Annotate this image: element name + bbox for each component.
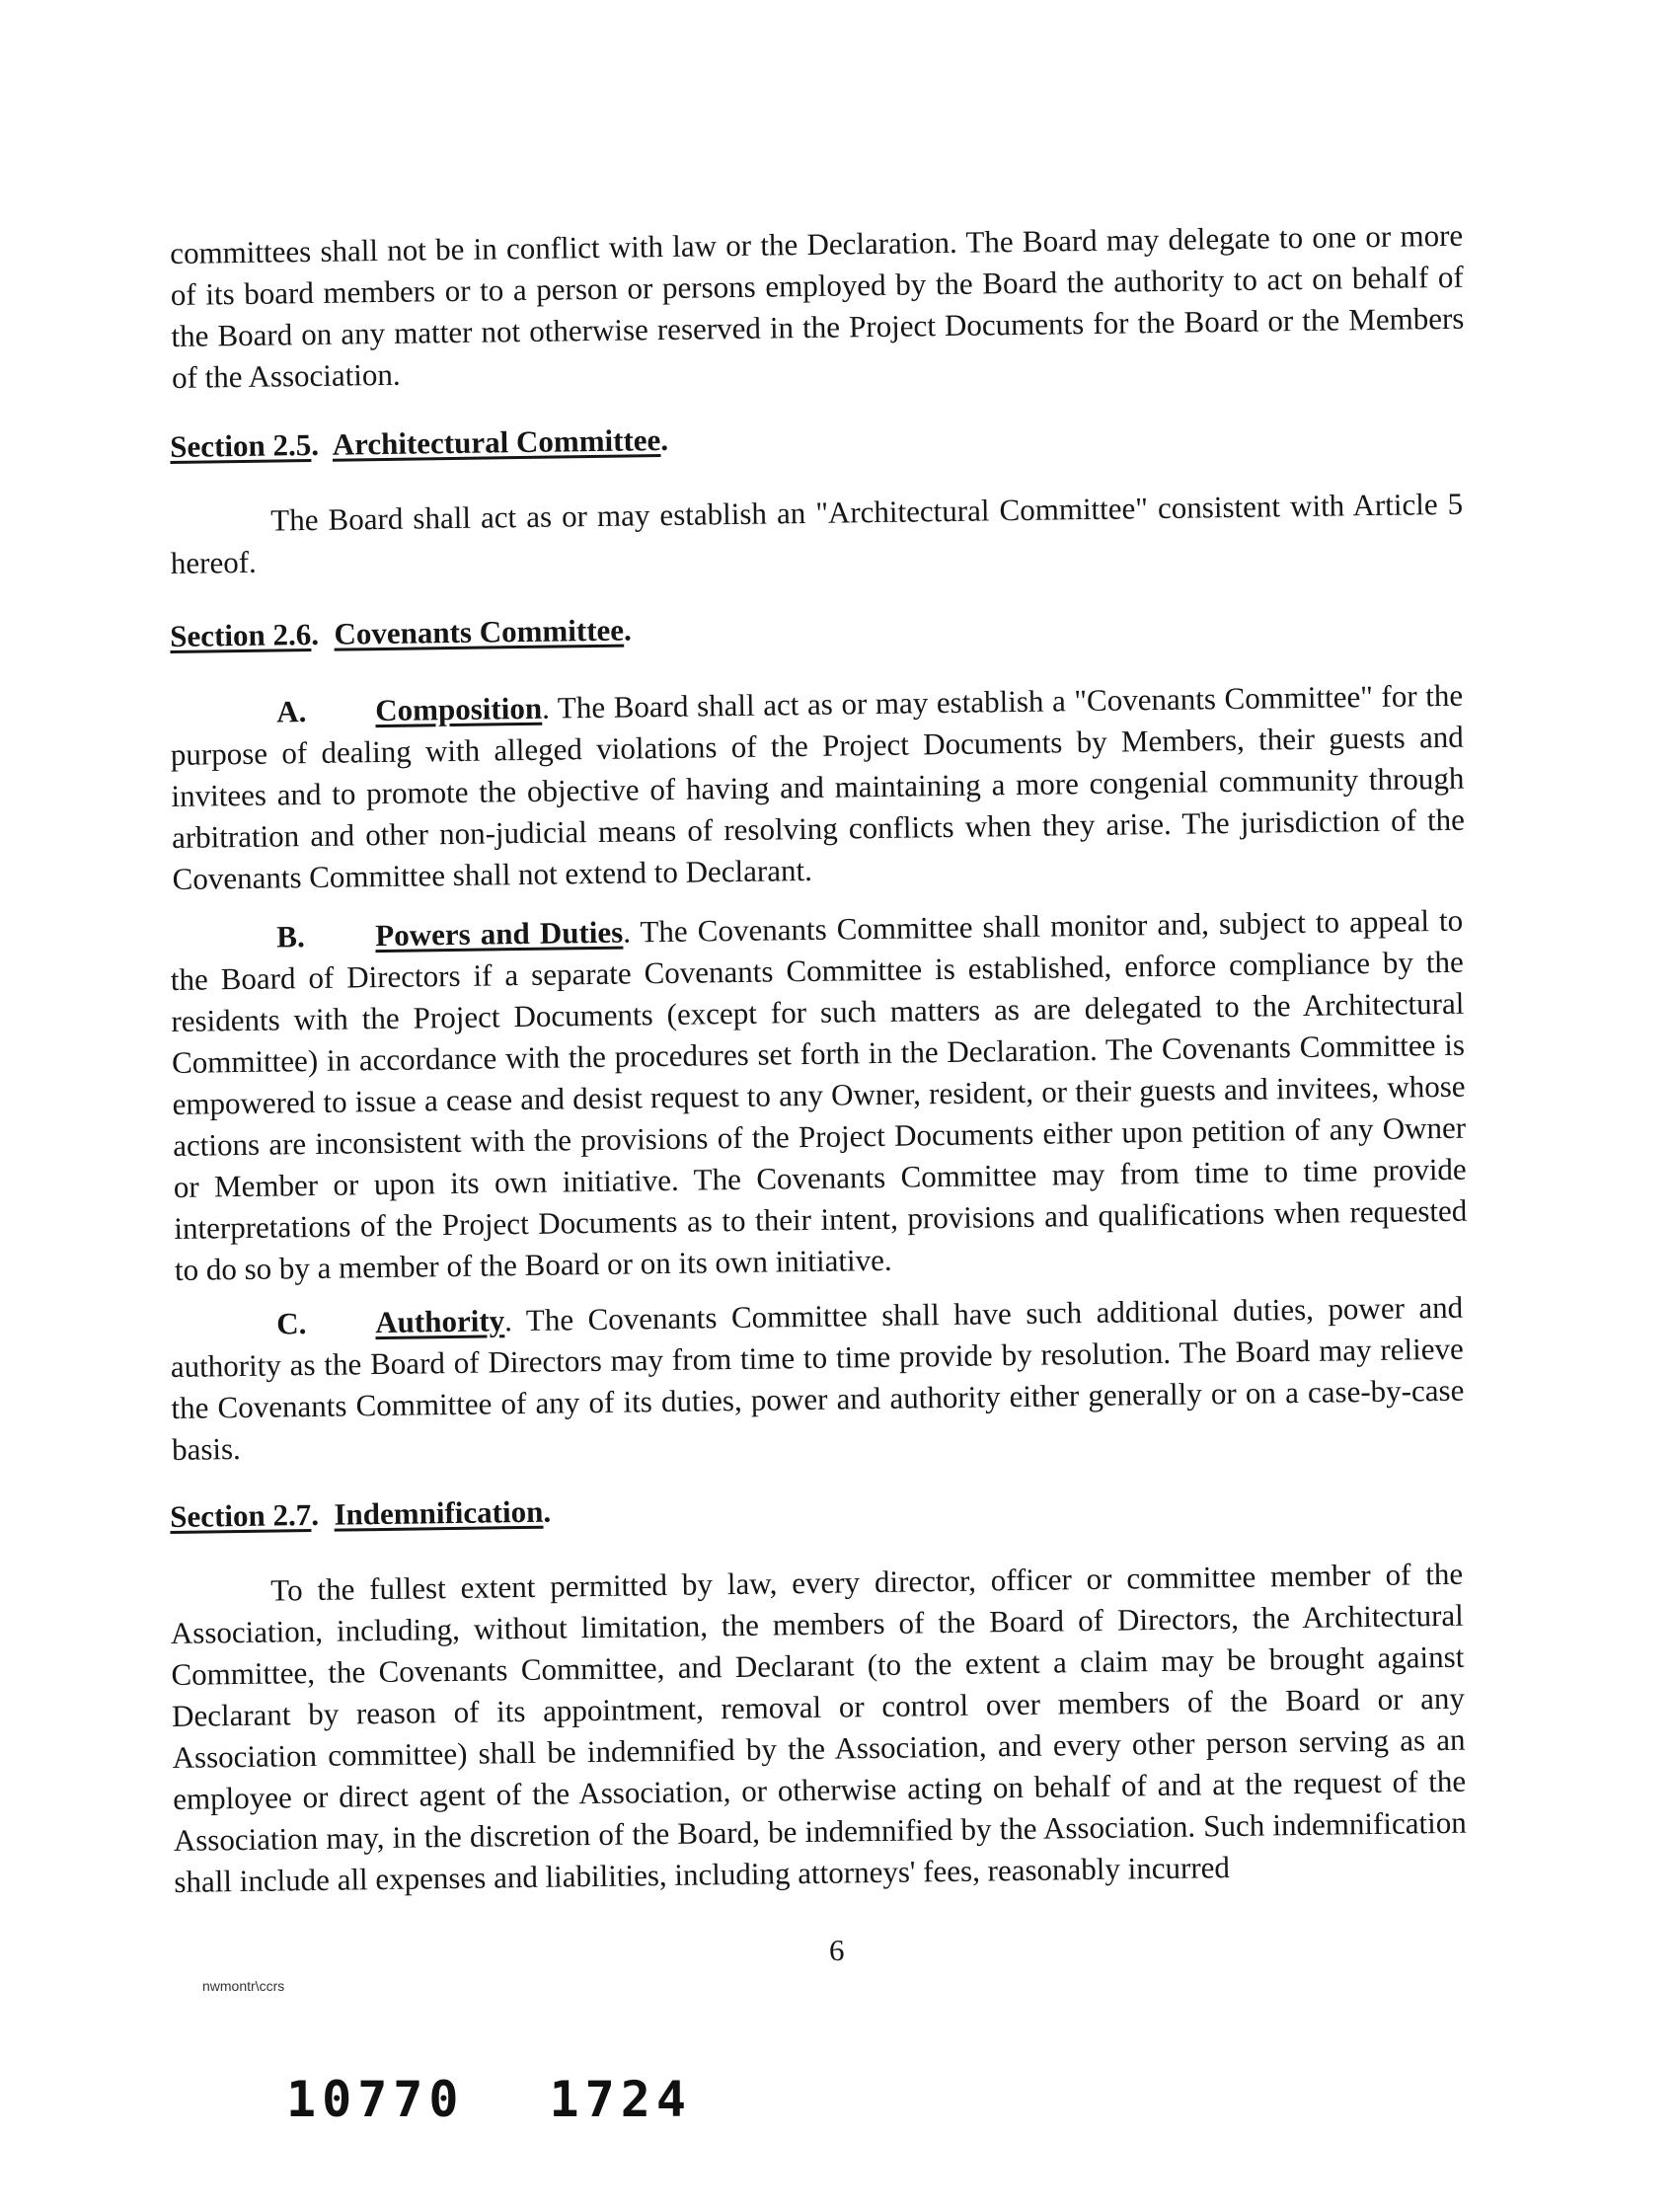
subsection-c-letter: C. (276, 1306, 307, 1341)
subsection-b-letter: B. (276, 919, 305, 954)
page-number: 6 (829, 1933, 845, 1967)
subsection-a-body: The Board shall act as or may establish a "Covenants Committee" for the purpose of dealing with alleged violations of the Project Documents by Members, their guests and invitees and to promote the objective of having and maintaining a more congenial community through arbitration and other non-judicial means of resolving conflicts when they arise. The jurisdiction of the Covenants Committee shall not extend to Declarant. (170, 677, 1466, 896)
section-2-7-title: Indemnification (334, 1493, 544, 1532)
section-2-6-heading: Section 2.6. Covenants Committee. (170, 612, 633, 653)
subsection-c-title: Authority (375, 1303, 505, 1340)
section-2-5-title: Architectural Committee (332, 422, 661, 462)
intro-paragraph-text: committees shall not be in conflict with law or the Declaration. The Board may delegate to one or more of its board members or to a person or persons employed by the Board the authority to act on behalf of the Board on any matter not otherwise reserved in the Project Documents for the Board or the Members of the Association. (170, 217, 1465, 395)
stamp-page-number: 1724 (549, 2071, 692, 2128)
subsection-a-letter: A. (276, 694, 307, 729)
section-2-7-number: Section 2.7 (170, 1497, 312, 1534)
subsection-b-body: The Covenants Committee shall monitor and, subject to appeal to the Board of Directors if a separate Covenants Committee is established, enforce compliance by the residents with the Project Documents (except for such matters as are delegated to the Architectural Committee) in accordance with the procedures set forth in the Declaration. The Covenants Committee is empowered to issue a cease and desist request to any Owner, resident, or their guests and invitees, whose actions are inconsistent with the provisions of the Project Documents either upon petition of any Owner or Member or upon its own initiative. The Covenants Committee may from time to time provide interpretations of the Project Documents as to their intent, provisions and qualifications when requested to do so by a member of the Board or on its own initiative. (170, 902, 1468, 1287)
section-2-7-body (170, 1554, 1468, 1903)
section-2-7-body-text: To the fullest extent permitted by law, every director, officer or committee member of the Association, including, without limitation, the members of the Board of Directors, the Architectural Committee, the Covenants Committee, and Declarant (to the extent a claim may be brought against Declarant by reason of its appointment, removal or control over members of the Board or any Association committee) shall be indemnified by the Association, and every other person serving as an employee or direct agent of the Association, or otherwise acting on behalf of and at the request of the Association may, in the discretion of the Board, be indemnified by the Association. Such indemnification shall include all expenses and liabilities, including attorneys' fees, reasonably incurred (170, 1556, 1467, 1899)
section-2-5-body-text: The Board shall act as or may establish an "Architectural Committee" consistent with Article 5 hereof. (170, 486, 1464, 580)
intro-paragraph (170, 215, 1465, 399)
subsection-b-title: Powers and Duties (375, 914, 624, 953)
subsection-c-body: The Covenants Committee shall have such additional duties, power and authority as the Board of Directors may from time to time provide by resolution. The Board may relieve the Covenants Committee of any of its duties, power and authority either generally or on a case-by-case basis. (170, 1289, 1465, 1467)
section-2-7-heading: Section 2.7. Indemnification. (170, 1493, 552, 1534)
section-2-5-heading: Section 2.5. Architectural Committee. (170, 421, 669, 464)
stamp-book-number: 10770 (286, 2071, 465, 2128)
section-2-5-number: Section 2.5 (170, 427, 312, 464)
subsection-a-title: Composition (375, 690, 543, 728)
subsection-c: C. Authority. The Covenants Committee shall have such additional duties, power and authority as the Board of Directors may from time to time provide by resolution. The Board may relieve the Covenants Committee of any of its duties, power and authority either generally or on a case-by-case basis. (170, 1289, 1465, 1467)
section-2-6-number: Section 2.6 (170, 617, 312, 653)
section-2-5-body (170, 484, 1464, 584)
recording-stamp (286, 2071, 692, 2128)
subsection-b: B. Powers and Duties. The Covenants Committee shall monitor and, subject to appeal to the Board of Directors if a separate Covenants Committee is established, enforce compliance by the residents with the Project Documents (except for such matters as are delegated to the Architectural Committee) in accordance with the procedures set forth in the Declaration. The Covenants Committee is empowered to issue a cease and desist request to any Owner, resident, or their guests and invitees, whose actions are inconsistent with the provisions of the Project Documents either upon petition of any Owner or Member or upon its own initiative. The Covenants Committee may from time to time provide interpretations of the Project Documents as to their intent, provisions and qualifications when requested to do so by a member of the Board or on its own initiative. (170, 902, 1468, 1287)
section-2-6-title: Covenants Committee (334, 612, 625, 651)
subsection-a: A. Composition. The Board shall act as or may establish a "Covenants Committee" for the purpose of dealing with alleged violations of the Project Documents by Members, their guests and invitees and to promote the objective of having and maintaining a more congenial community through arbitration and other non-judicial means of resolving conflicts when they arise. The jurisdiction of the Covenants Committee shall not extend to Declarant. (170, 677, 1466, 896)
file-code: nwmontr\ccrs (202, 1978, 285, 1994)
